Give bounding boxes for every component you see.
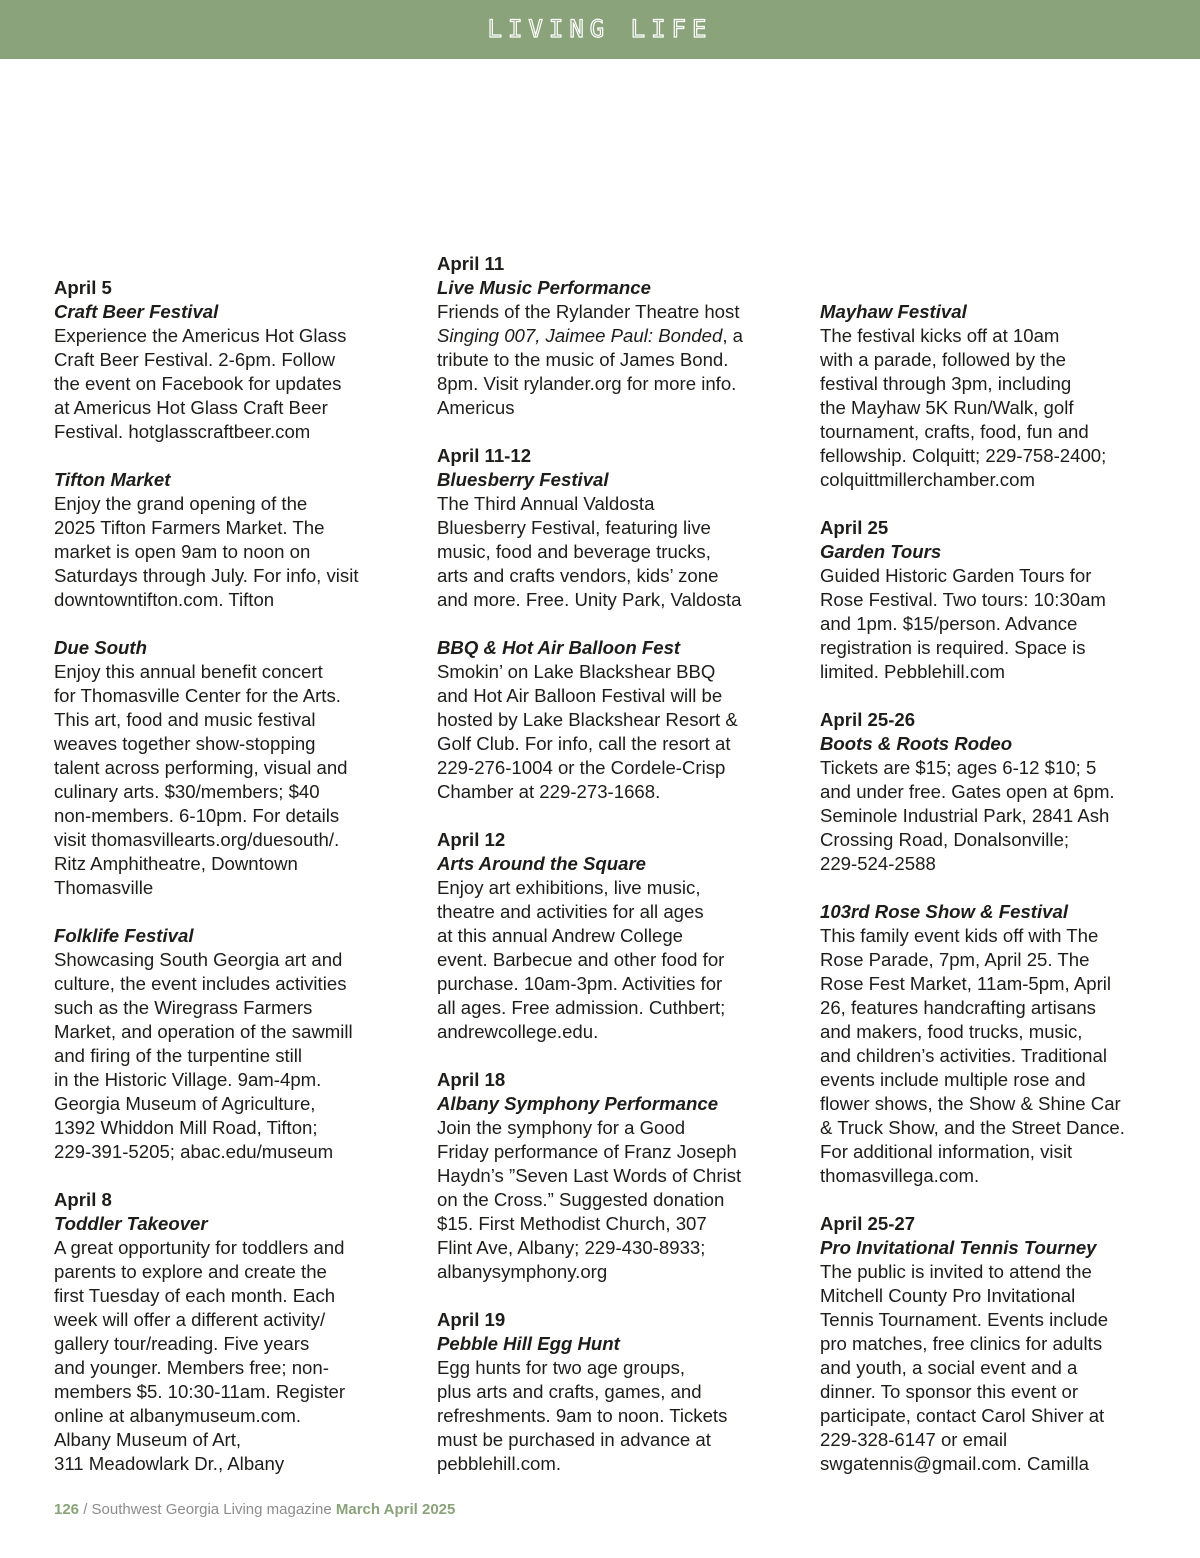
event-description: Guided Historic Garden Tours for Rose Festival. Two tours: 10:30am and 1pm. $15/person. Advance registration is required. Space is limited. Pebblehill.com <box>820 565 1106 682</box>
column-3 <box>820 300 1170 1500</box>
event-date: April 25 <box>820 517 889 538</box>
description-text: , a tribute to the music of James Bond. 8pm. Visit rylander.org for more info. Americus <box>437 325 743 418</box>
event-description: The festival kicks off at 10am with a parade, followed by the festival through 3pm, including the Mayhaw 5K Run/Walk, golf tournament, crafts, food, fun and fellowship. Colquitt; 229-758-2400; colquittmillerchamber.com <box>820 325 1107 490</box>
event-description: Egg hunts for two age groups, plus arts and crafts, games, and refreshments. 9am to noon. Tickets must be purchased in advance at pebblehill.com. <box>437 1357 728 1474</box>
event-craft-beer-festival <box>54 276 404 444</box>
description-text: Friends of the Rylander Theatre host <box>437 301 740 322</box>
event-folklife-festival <box>54 924 404 1164</box>
event-bbq-balloon-fest <box>437 636 787 804</box>
event-tifton-market <box>54 468 404 612</box>
event-title: Arts Around the Square <box>437 853 647 874</box>
issue-date: March April 2025 <box>335 1501 456 1518</box>
section-title: LIVING LIFE <box>487 15 713 43</box>
magazine-name: Southwest Georgia Living magazine <box>91 1501 336 1518</box>
event-description: Enjoy art exhibitions, live music, theatre and activities for all ages at this annual Andrew College event. Barbecue and other food for purchase. 10am-3pm. Activities for all ages. Free admission. Cuthbert; andrewcollege.edu. <box>437 877 726 1042</box>
event-rose-show-festival <box>820 900 1170 1188</box>
event-title: BBQ & Hot Air Balloon Fest <box>437 637 681 658</box>
event-arts-around-the-square <box>437 828 787 1044</box>
event-date: April 25-26 <box>820 709 916 730</box>
event-description: Enjoy the grand opening of the 2025 Tifton Farmers Market. The market is open 9am to noon on Saturdays through July. For info, visit downtowntifton.com. Tifton <box>54 493 359 610</box>
event-description: The Third Annual Valdosta Bluesberry Festival, featuring live music, food and beverage trucks, arts and crafts vendors, kids’ zone and more. Free. Unity Park, Valdosta <box>437 493 742 610</box>
event-title: Toddler Takeover <box>54 1213 208 1234</box>
event-live-music-performance <box>437 252 787 420</box>
event-title: Tifton Market <box>54 469 171 490</box>
event-date: April 11 <box>437 253 505 274</box>
event-description: A great opportunity for toddlers and parents to explore and create the first Tuesday of each month. Each week will offer a different activity/ gallery tour/reading. Five years and younger. Members free; non- members $5. 10:30-11am. Register online at albanymuseum.com. Albany Museum of Art, 311 Meadowlark Dr., Albany <box>54 1237 346 1474</box>
column-2 <box>437 252 787 1500</box>
event-date: April 19 <box>437 1309 506 1330</box>
event-mayhaw-festival <box>820 300 1170 492</box>
event-title: Mayhaw Festival <box>820 301 967 322</box>
event-description: Join the symphony for a Good Friday performance of Franz Joseph Haydn’s ”Seven Last Words of Christ on the Cross.” Suggested donation $15. First Methodist Church, 307 Flint Ave, Albany; 229-430-8933; albanysymphony.org <box>437 1117 742 1282</box>
event-date: April 12 <box>437 829 506 850</box>
event-description <box>437 300 787 420</box>
footer-separator: / <box>79 1501 92 1518</box>
event-pro-tennis-tourney <box>820 1212 1170 1476</box>
event-title: Due South <box>54 637 147 658</box>
event-date: April 18 <box>437 1069 506 1090</box>
event-title: Boots & Roots Rodeo <box>820 733 1013 754</box>
event-date: April 5 <box>54 277 112 298</box>
event-description: This family event kids off with The Rose Parade, 7pm, April 25. The Rose Fest Market, 11am-5pm, April 26, features handcrafting artisans and makers, food trucks, music, and children’s activities. Traditional events include multiple rose and flower shows, the Show & Shine Car & Truck Show, and the Street Dance. For additional information, visit thomasvillega.com. <box>820 925 1125 1186</box>
header-bar <box>0 0 1200 59</box>
event-date: April 11-12 <box>437 445 532 466</box>
event-pebble-hill-egg-hunt <box>437 1308 787 1476</box>
event-title: Pro Invitational Tennis Tourney <box>820 1237 1097 1258</box>
event-description: Experience the Americus Hot Glass Craft Beer Festival. 2-6pm. Follow the event on Facebook for updates at Americus Hot Glass Craft Beer Festival. hotglasscraftbeer.com <box>54 325 347 442</box>
event-due-south <box>54 636 404 900</box>
event-albany-symphony <box>437 1068 787 1284</box>
event-title: Albany Symphony Performance <box>437 1093 719 1114</box>
event-description: Smokin’ on Lake Blackshear BBQ and Hot Air Balloon Festival will be hosted by Lake Blackshear Resort & Golf Club. For info, call the resort at 229-276-1004 or the Cordele-Crisp Chamber at 229-273-1668. <box>437 661 738 802</box>
event-description: Showcasing South Georgia art and culture, the event includes activities such as the Wiregrass Farmers Market, and operation of the sawmill and firing of the turpentine still in the Historic Village. 9am-4pm. Georgia Museum of Agriculture, 1392 Whiddon Mill Road, Tifton; 229-391-5205; abac.edu/museum <box>54 949 353 1162</box>
event-description: The public is invited to attend the Mitchell County Pro Invitational Tennis Tournament. Events include pro matches, free clinics for adults and youth, a social event and a dinner. To sponsor this event or participate, contact Carol Shiver at 229-328-6147 or email swgatennis@gmail.com. Camilla <box>820 1261 1109 1474</box>
event-date: April 8 <box>54 1189 112 1210</box>
event-toddler-takeover <box>54 1188 404 1476</box>
event-description: Tickets are $15; ages 6-12 $10; 5 and under free. Gates open at 6pm. Seminole Industrial Park, 2841 Ash Crossing Road, Donalsonville; 229-524-2588 <box>820 757 1115 874</box>
event-bluesberry-festival <box>437 444 787 612</box>
event-boots-roots-rodeo <box>820 708 1170 876</box>
event-garden-tours <box>820 516 1170 684</box>
event-title: Bluesberry Festival <box>437 469 609 490</box>
page-footer <box>54 1500 455 1520</box>
show-title: Singing 007, Jaimee Paul: Bonded <box>437 325 723 346</box>
event-title: Craft Beer Festival <box>54 301 219 322</box>
event-title: Garden Tours <box>820 541 942 562</box>
event-title: Pebble Hill Egg Hunt <box>437 1333 620 1354</box>
column-1 <box>54 276 404 1500</box>
event-title: Folklife Festival <box>54 925 194 946</box>
event-title: 103rd Rose Show & Festival <box>820 901 1069 922</box>
page-number: 126 <box>54 1501 80 1518</box>
event-title: Live Music Performance <box>437 277 651 298</box>
event-description: Enjoy this annual benefit concert for Thomasville Center for the Arts. This art, food and music festival weaves together show-stopping talent across performing, visual and culinary arts. $30/members; $40 non-members. 6-10pm. For details visit thomasvillearts.org/duesouth/. Ritz Amphitheatre, Downtown Thomasville <box>54 661 348 898</box>
event-date: April 25-27 <box>820 1213 916 1234</box>
